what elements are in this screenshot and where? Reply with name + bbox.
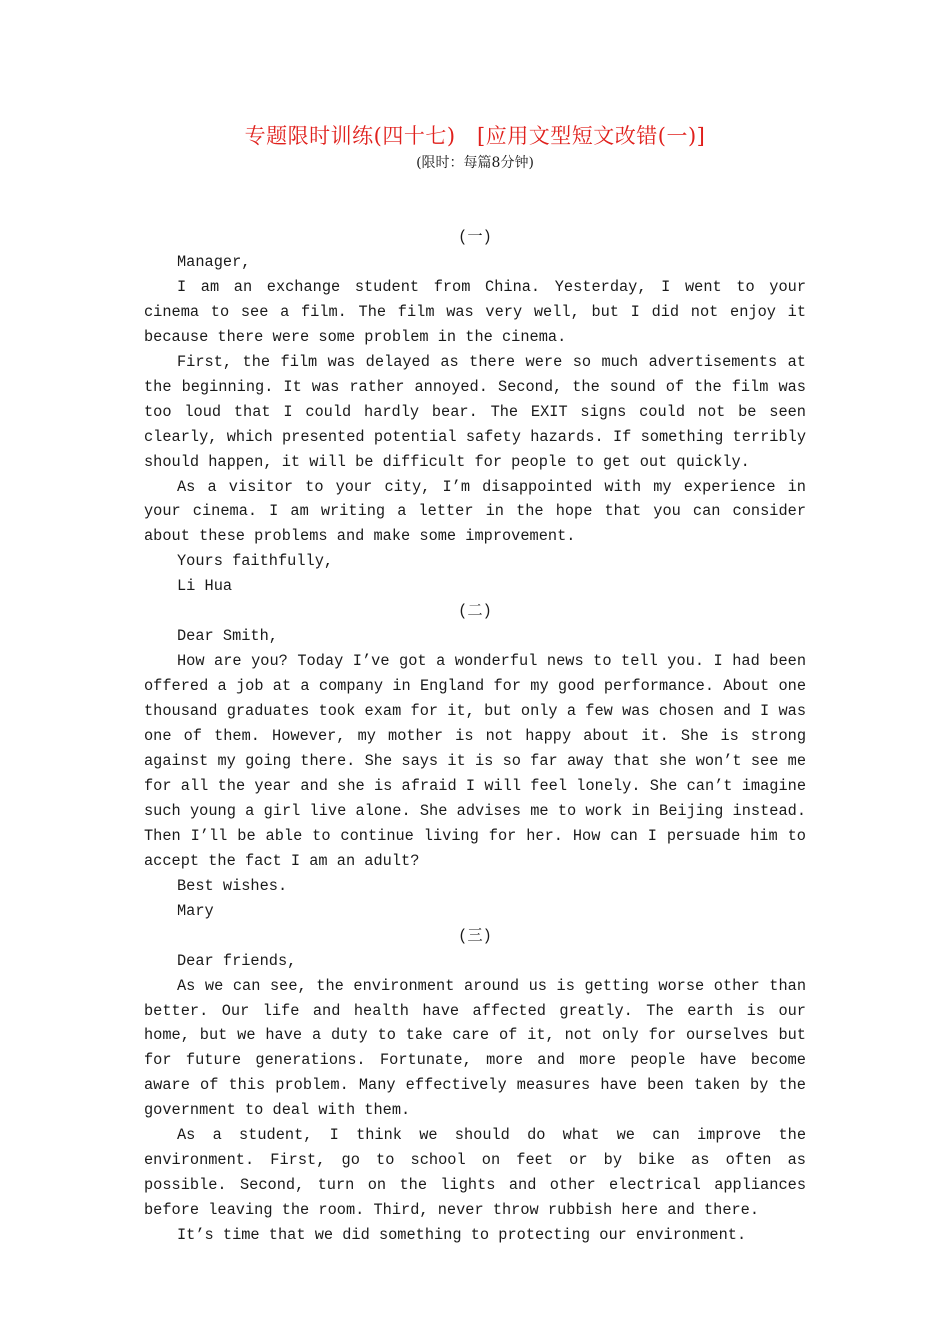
letter-closing: Best wishes. [177,876,288,895]
letter-paragraph: As a student, I think we should do what we can improve the environment. First, go to school on feet or by bike as often as possible. Second, turn on the lights and other electrical appliances before leaving the room. Third, never throw rubbish here and there. [144,1126,806,1220]
letter-paragraph: How are you? Today I’ve got a wonderful news to tell you. I had been offered a job at a company in England for my good performance. About one thousand graduates took exam for it, but only a few was chosen and I was one of them. However, my mother is not happy about it. She is strong against my going there. She says it is so far away that she won’t see me for all the year and she is afraid I will feel lonely. She can’t imagine such young a girl live alone. She advises me to work in Beijing instead. Then I’ll be able to continue living for her. How can I persuade him to accept the fact I am an adult? [144,652,806,870]
letter-salutation: Dear friends, [177,951,297,970]
letter-signature: Mary [177,901,214,920]
section-heading: (一) [458,228,492,246]
letter-closing: Yours faithfully, [177,552,334,571]
passage-section [144,599,806,923]
letter-paragraph: I am an exchange student from China. Yesterday, I went to your cinema to see a film. The film was very well, but I did not enjoy it because there were some problem in the cinema. [144,277,806,346]
letter-salutation: Manager, [177,252,251,271]
time-limit-note: (限时：每篇8分钟) [416,155,534,171]
section-heading: (三) [458,926,492,945]
section-heading: (二) [458,602,492,621]
page-title: 专题限时训练(四十七) [应用文型短文改错(一)] [244,124,706,148]
letter-signature: Li Hua [177,577,233,596]
letter-paragraph: As a visitor to your city, I’m disappointed with my experience in your cinema. I am writing a letter in the hope that you can consider about these problems and make some improvement. [144,477,806,546]
document-body [144,225,806,1248]
letter-salutation: Dear Smith, [177,627,278,646]
letter-paragraph: As we can see, the environment around us is getting worse other than better. Our life and health have affected greatly. The earth is our home, but we have a duty to take care of it, not only for ourselves but for future generations. Fortunate, more and more people have become aware of this problem. Many effectively measures have been taken by the government to deal with them. [144,976,806,1120]
letter-paragraph: First, the film was delayed as there were so much advertisements at the beginning. It was rather annoyed. Second, the sound of the film was too loud that I could hardly bear. The EXIT signs could not be seen clearly, which presented potential safety hazards. If something terribly should happen, it will be difficult for people to get out quickly. [144,352,806,471]
passage-section [144,225,806,599]
letter-paragraph: It’s time that we did something to protecting our environment. [177,1226,747,1245]
passage-section [144,924,806,1248]
